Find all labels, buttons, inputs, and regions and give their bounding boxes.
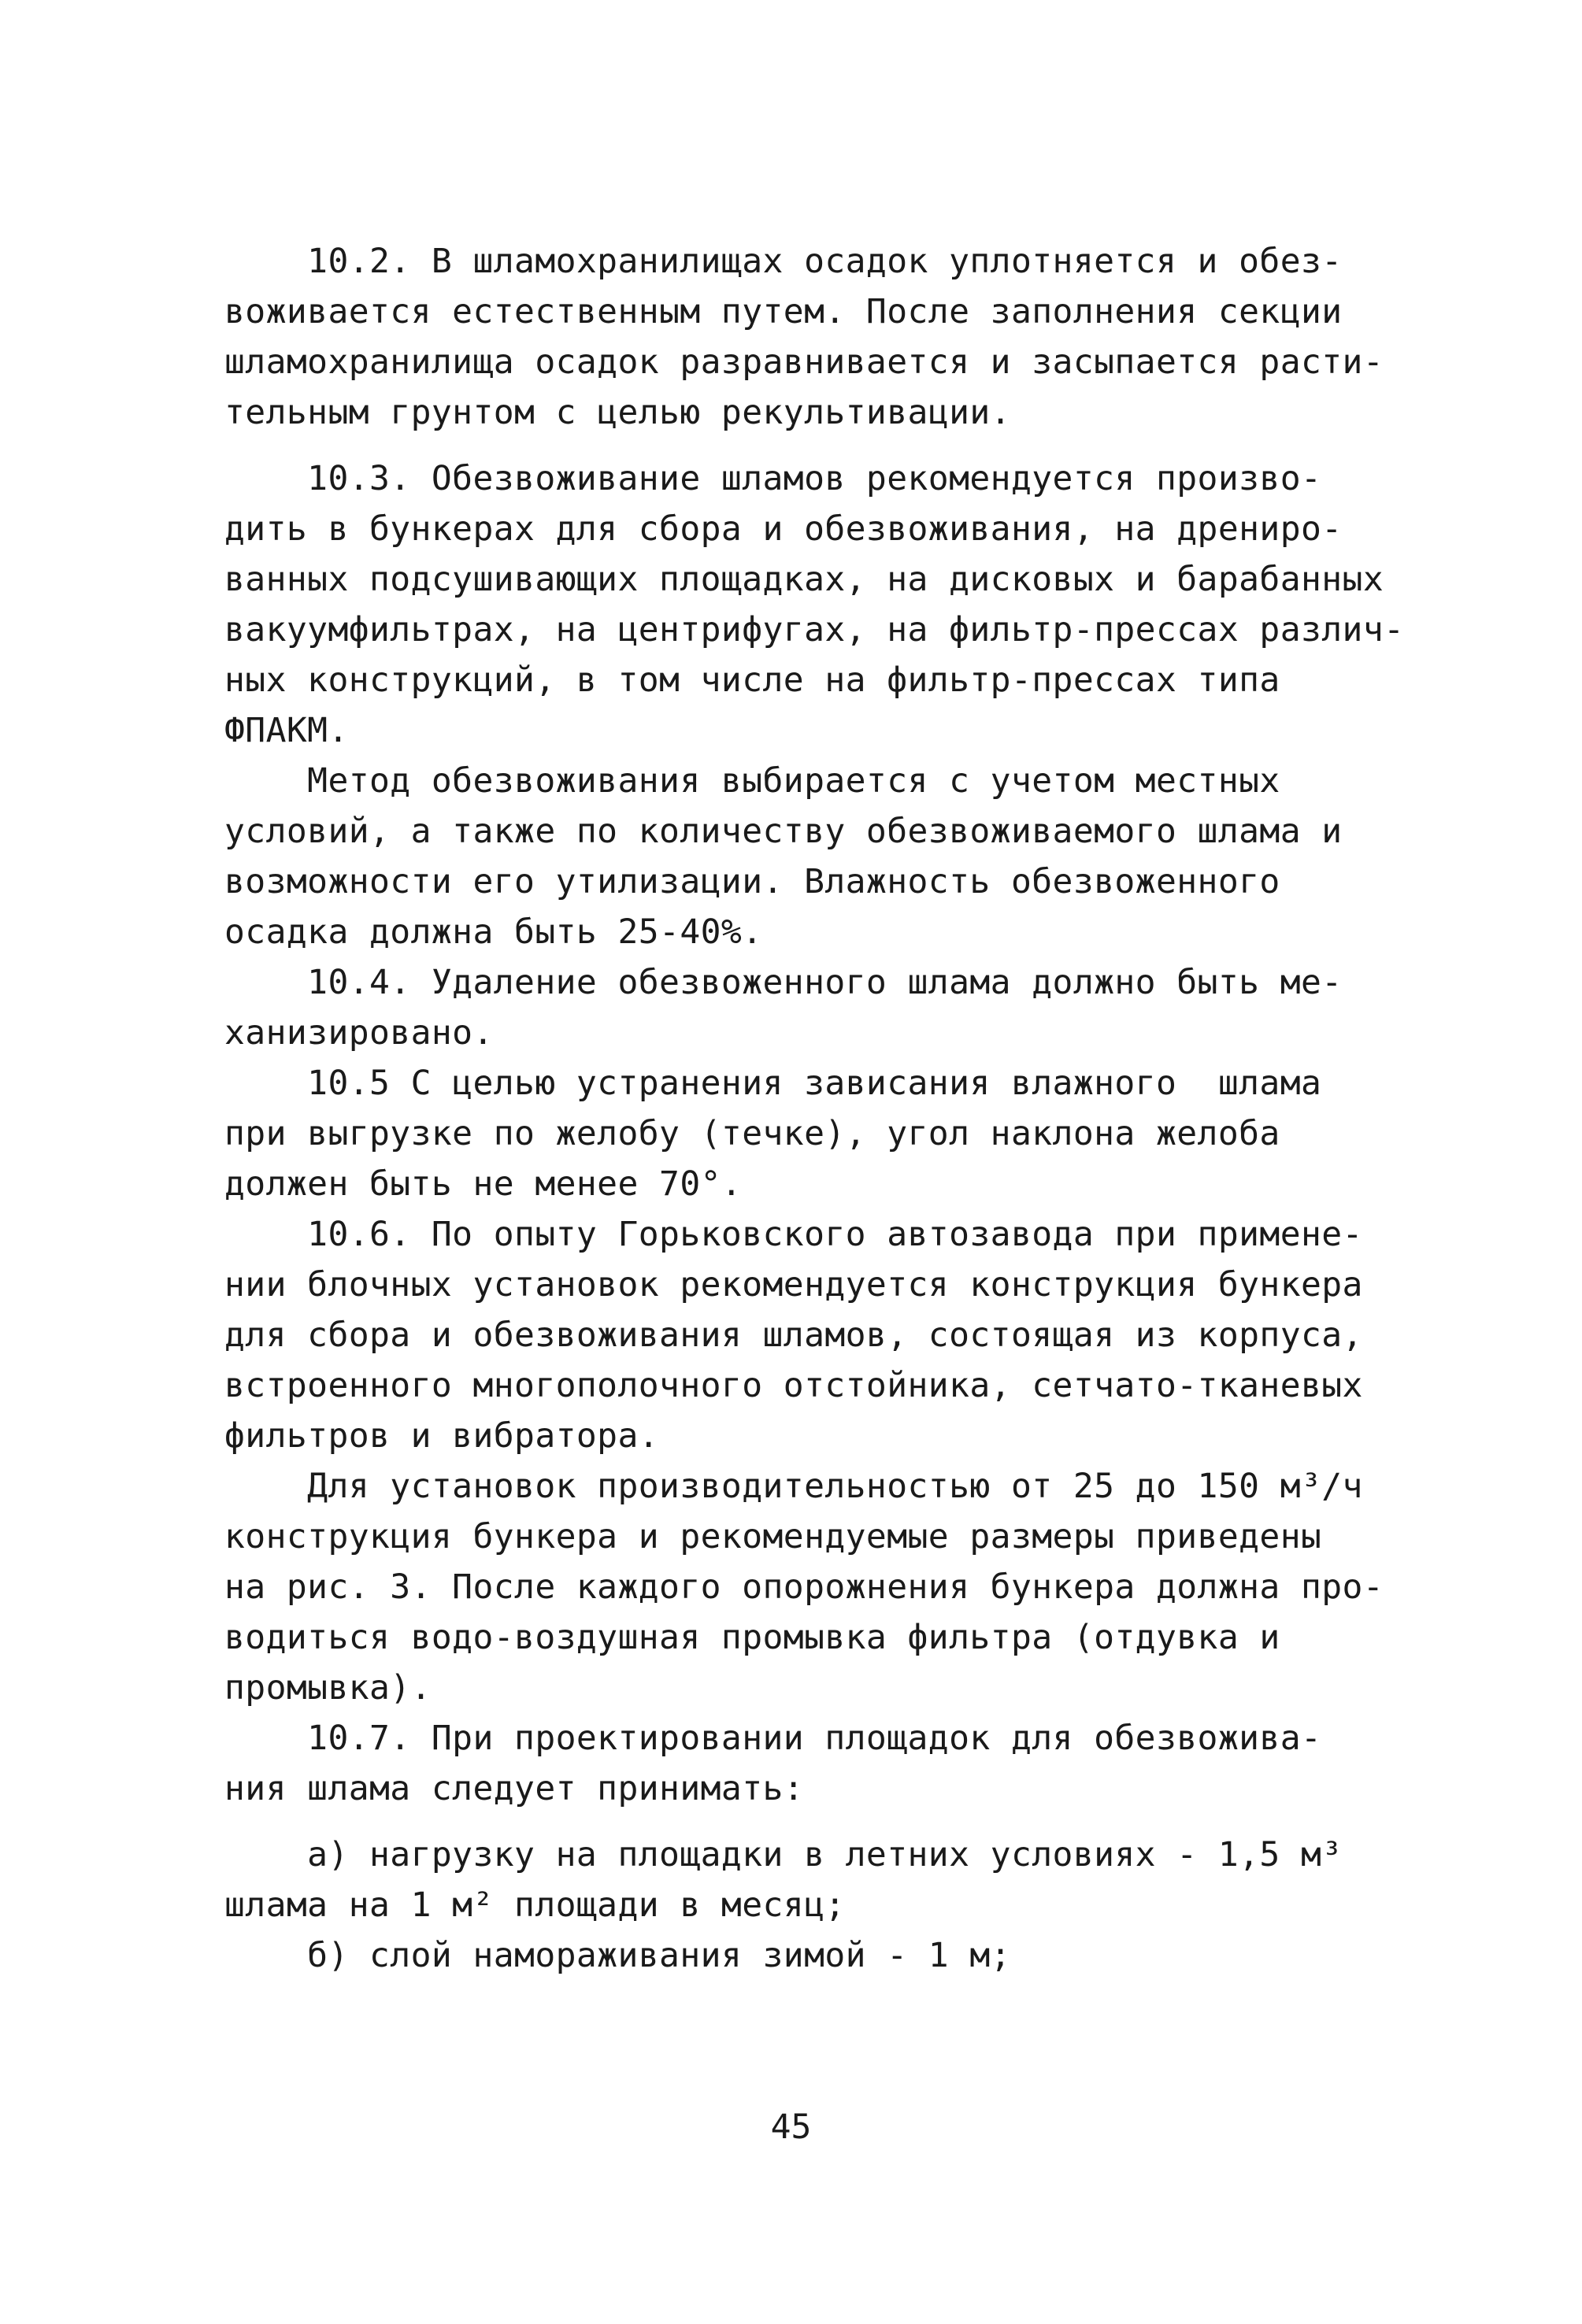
- text-line: б) слой намораживания зимой - 1 м;: [224, 1936, 1011, 1975]
- paragraph-10-6-capacity: [224, 1461, 1390, 1713]
- text-line: вакуумфильтрах, на центрифугах, на фильтр-прессах различ-: [224, 610, 1405, 649]
- text-line: 10.5 С целью устранения зависания влажного шлама: [224, 1064, 1322, 1103]
- body-text: [224, 236, 1405, 1981]
- text-line: ванных подсушивающих площадках, на дисковых и барабанных: [224, 560, 1384, 599]
- text-line: ФПАКМ.: [224, 711, 349, 750]
- text-line: водиться водо-воздушная промывка фильтра (отдувка и: [224, 1618, 1280, 1657]
- text-line: Метод обезвоживания выбирается с учетом местных: [224, 761, 1280, 801]
- text-line: для сбора и обезвоживания шламов, состоящая из корпуса,: [224, 1316, 1363, 1355]
- text-line: тельным грунтом с целью рекультивации.: [224, 393, 1011, 432]
- paragraph-10-7: [224, 1713, 1390, 1814]
- text-line: 10.3. Обезвоживание шламов рекомендуется произво-: [224, 459, 1322, 498]
- paragraph-10-3-method: [224, 756, 1390, 957]
- text-line: дить в бункерах для сбора и обезвоживания, на дрениро-: [224, 509, 1343, 549]
- text-line: фильтров и вибратора.: [224, 1416, 660, 1456]
- text-line: Для установок производительностью от 25 до 150 м³/ч: [224, 1467, 1363, 1506]
- text-line: шлама на 1 м² площади в месяц;: [224, 1885, 846, 1925]
- paragraph-10-3: [224, 453, 1405, 756]
- text-line: 10.2. В шламохранилищах осадок уплотняется и обез-: [224, 242, 1343, 281]
- text-line: 10.7. При проектировании площадок для обезвожива-: [224, 1719, 1322, 1758]
- text-line: осадка должна быть 25-40%.: [224, 912, 763, 952]
- text-line: условий, а также по количеству обезвоживаемого шлама и: [224, 812, 1343, 851]
- text-line: 10.4. Удаление обезвоженного шлама должно быть ме-: [224, 963, 1343, 1002]
- paragraph-10-6: [224, 1209, 1390, 1461]
- text-line: промывка).: [224, 1668, 432, 1708]
- text-line: ханизировано.: [224, 1013, 494, 1053]
- text-line: ния шлама следует принимать:: [224, 1769, 805, 1808]
- paragraph-10-2: [224, 236, 1390, 438]
- text-line: воживается естественным путем. После заполнения секции: [224, 292, 1343, 331]
- list-item-b: [224, 1930, 1390, 1981]
- text-line: ных конструкций, в том числе на фильтр-прессах типа: [224, 661, 1280, 700]
- text-line: возможности его утилизации. Влажность обезвоженного: [224, 862, 1280, 901]
- text-line: на рис. 3. После каждого опорожнения бункера должна про-: [224, 1567, 1384, 1607]
- page-number: 45: [770, 2108, 812, 2147]
- text-line: шламохранилища осадок разравнивается и засыпается расти-: [224, 342, 1384, 382]
- paragraph-10-4: [224, 957, 1390, 1058]
- text-line: при выгрузке по желобу (течке), угол наклона желоба: [224, 1114, 1280, 1153]
- text-line: встроенного многополочного отстойника, сетчато-тканевых: [224, 1366, 1363, 1405]
- text-line: 10.6. По опыту Горьковского автозавода при примене-: [224, 1215, 1363, 1254]
- text-line: конструкция бункера и рекомендуемые размеры приведены: [224, 1517, 1322, 1556]
- paragraph-10-5: [224, 1058, 1390, 1209]
- list-item-a: [224, 1830, 1390, 1930]
- text-line: нии блочных установок рекомендуется конструкция бункера: [224, 1265, 1363, 1304]
- text-line: а) нагрузку на площадки в летних условиях - 1,5 м³: [224, 1835, 1343, 1874]
- text-line: должен быть не менее 70°.: [224, 1164, 743, 1204]
